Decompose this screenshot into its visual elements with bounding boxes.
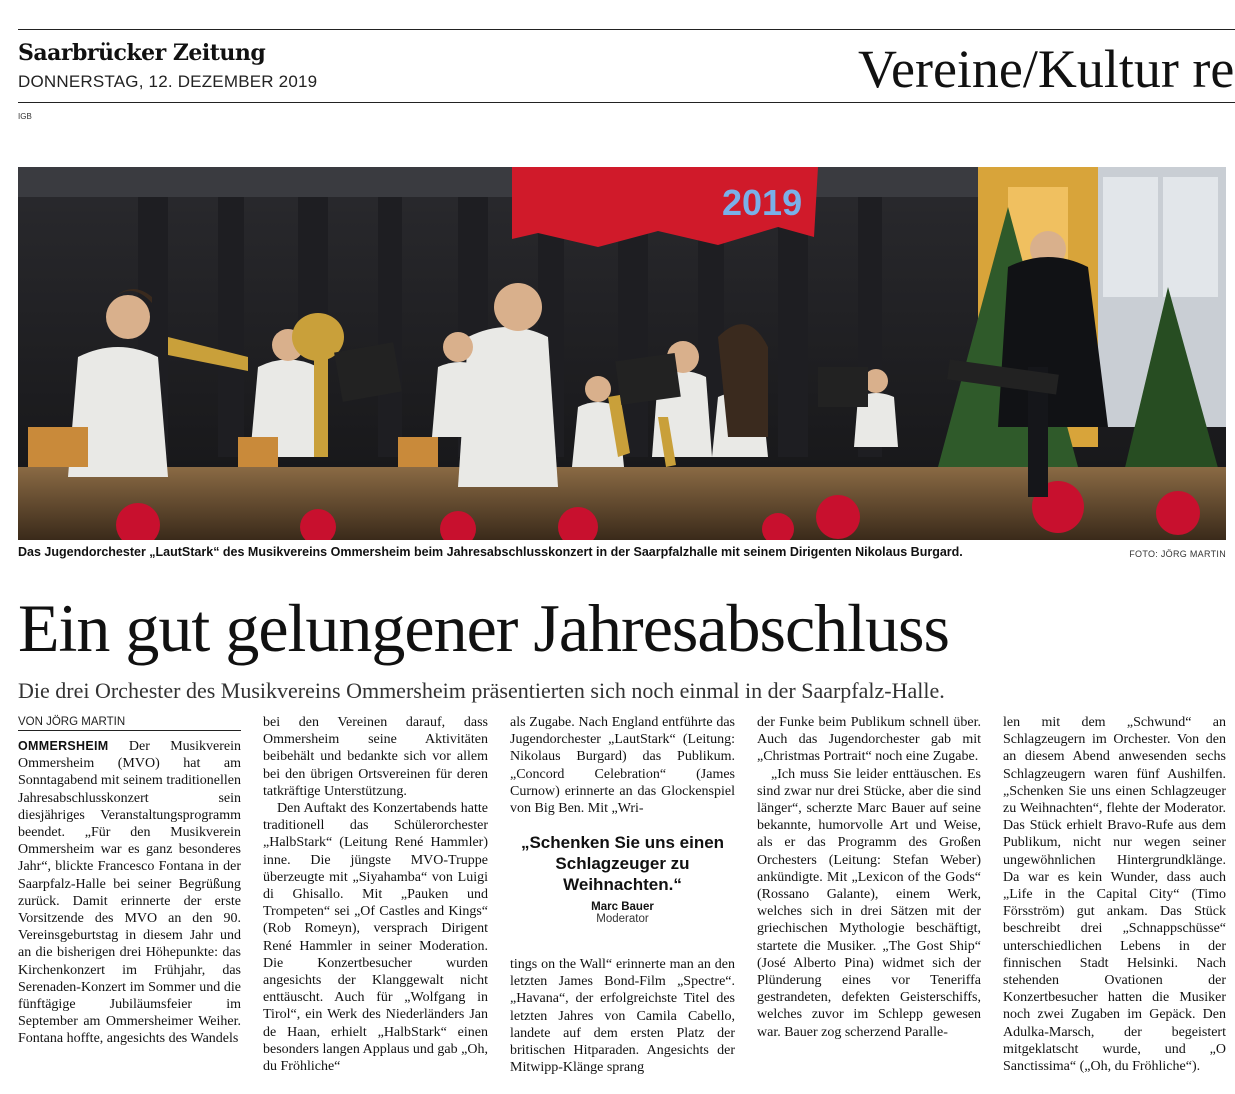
article-byline: VON JÖRG MARTIN — [18, 716, 241, 731]
pull-quote-role: Moderator — [596, 913, 649, 925]
issue-date: DONNERSTAG, 12. DEZEMBER 2019 — [18, 72, 318, 91]
article-headline: Ein gut gelungener Jahresabschluss — [18, 590, 949, 666]
article-column-3-continued — [510, 956, 735, 1076]
newspaper-masthead: Saarbrücker Zeitung — [18, 40, 266, 66]
pull-quote-author: Marc Bauer — [591, 901, 654, 913]
article-column-3 — [510, 714, 735, 817]
column-2-paragraph-2: Den Auftakt des Konzertabends hatte traditionell das Schülerorchester „HalbStark“ (Leitung René Hammler) inne. Die jüngste MVO-Truppe überzeugte mit „Siyahamba“ von Luigi di Ghisallo. Mit „Pauken und Trompeten“ sei „Of Castles and Kings“ (Rob Romeyn), versprach Dirigent René Hammler in seiner Moderation. Die Konzertbesucher wurden angesichts der Klanggewalt nicht enttäuscht. Auch für „Wolfgang in Tirol“, ein Werk des Niederländers Jan de Haan, erhielt „HalbStark“ einen besonders langen Applaus und gab „Oh, du Fröhliche“ — [263, 801, 488, 1075]
top-rule — [18, 29, 1235, 30]
column-3-paragraph-1: als Zugabe. Nach England entführte das Jugendorchester „LautStark“ (Leitung: Nikolaus Burgard) das Publikum. „Concord Celebration“ (James Curnow) erinnerte an das Glockenspiel von Big Ben. Mit „Wri- — [510, 715, 735, 817]
column-2-paragraph-1: bei den Vereinen darauf, dass Ommersheim seine Aktivitäten beibehält und bedankte sich vor allem bei den übrigen Ortsvereinen für deren tatkräftige Unterstützung. — [263, 715, 488, 799]
section-rubric: Vereine/Kultur re — [858, 39, 1235, 99]
article-column-1 — [18, 738, 241, 1048]
article-column-5 — [1003, 714, 1226, 1075]
column-3-paragraph-2: tings on the Wall“ erinnerte man an den letzten James Bond-Film „Spectre“. „Havana“, der erfolgreichste Titel des letzten Jahres von Camila Cabello, landete auf dem ersten Platz der britischen Hitparaden. Angesichts der Mitwipp-Klänge sprang — [510, 957, 735, 1076]
banner-year: 2019 — [722, 182, 803, 223]
pull-quote — [510, 832, 735, 925]
column-1-text: Der Musikverein Ommersheim (MVO) hat am Sonntagabend mit seinem traditionellen Jahresabschlusskonzert sein diesjähriges Veranstaltungsprogramm beendet. „Für den Musikverein Ommersheim war es ganz besonderes Jahr“, blickte Francesco Fontana in der Saarpfalz-Halle bei seiner Begrüßung zurück. Damit erinnerte der erste Vorsitzende des MVO an den 90. Vereinsgeburtstag in diesem Jahr und an die bisherigen drei Höhepunkte: das Kirchenkonzert im Frühjahr, das Serenaden-Konzert im Sommer und die fünftägige Jubiläumsfeier im September am Ommersheimer Weiher. Fontana hoffte, angesichts des Wandels — [18, 739, 241, 1047]
concert-photo-illustration — [18, 167, 1226, 540]
pull-quote-text: „Schenken Sie uns einen Schlagzeuger zu Weihnachten.“ — [520, 833, 725, 894]
article-column-4 — [757, 714, 981, 1041]
column-4-paragraph-2: „Ich muss Sie leider enttäuschen. Es sind zwar nur drei Stücke, aber die sind länger“, scherzte Marc Bauer auf seine bekannte, humorvolle Art und Weise, als er das Programm des Großen Orchesters (Leitung: Stefan Weber) ankündigte. Mit „Lexicon of the Gods“ (Rossano Galante), einem Werk, welches sich in drei Sätzen mit der griechischen Mythologie beschäftigt, startete die Musiker. „The Gost Ship“ (José Alberto Pina) widmet sich der Plünderung eines vor Teneriffa gestrandeten, defekten Geisterschiffs, welches zuvor im Schlepp gewesen war. Bauer zog scherzend Paralle- — [757, 766, 981, 1040]
edition-code: IGB — [18, 112, 32, 121]
column-4-paragraph-1: der Funke beim Publikum schnell über. Auch das Jugendorchester gab mit „Christmas Portrait“ noch eine Zugabe. — [757, 715, 981, 765]
photo-caption: Das Jugendorchester „LautStark“ des Musikvereins Ommersheim beim Jahresabschlusskonzert in der Saarpfalzhalle mit seinem Dirigenten Nikolaus Burgard. — [18, 545, 963, 559]
photo-credit: FOTO: JÖRG MARTIN — [1129, 549, 1226, 559]
article-column-2 — [263, 714, 488, 1075]
column-5-paragraph-1: len mit dem „Schwund“ an Schlagzeugern im Orchester. Von den an diesem Abend anwesenden sechs Schlagzeugern waren fünf Aushilfen. „Schenken Sie uns einen Schlagzeuger zu Weihnachten“, flehte der Moderator. Das Stück erhielt Bravo-Rufe aus dem Publikum, nicht nur wegen seiner ungewöhnlichen Hintergrundklänge. Da war es kein Wunder, dass auch „Life in the Capital City“ (Timo Försström) gut ankam. Das Stück beschreibt drei „Schnappschüsse“ unterschiedlichen Lebens in der finnischen Stadt Helsinki. Nach stehenden Ovationen der Konzertbesucher hatten die Musiker noch zwei Zugaben im Gepäck. Den Adulka-Marsch, der begeistert mitgeklatscht wurde, und „O Sanctissima“ („Oh, du Fröhliche“). — [1003, 715, 1226, 1075]
dateline: OMMERSHEIM — [18, 739, 109, 753]
article-subhead: Die drei Orchester des Musikvereins Ommersheim präsentierten sich noch einmal in der Saarpfalz-Halle. — [18, 678, 945, 703]
header-rule — [18, 102, 1235, 103]
concert-photo — [18, 167, 1226, 540]
